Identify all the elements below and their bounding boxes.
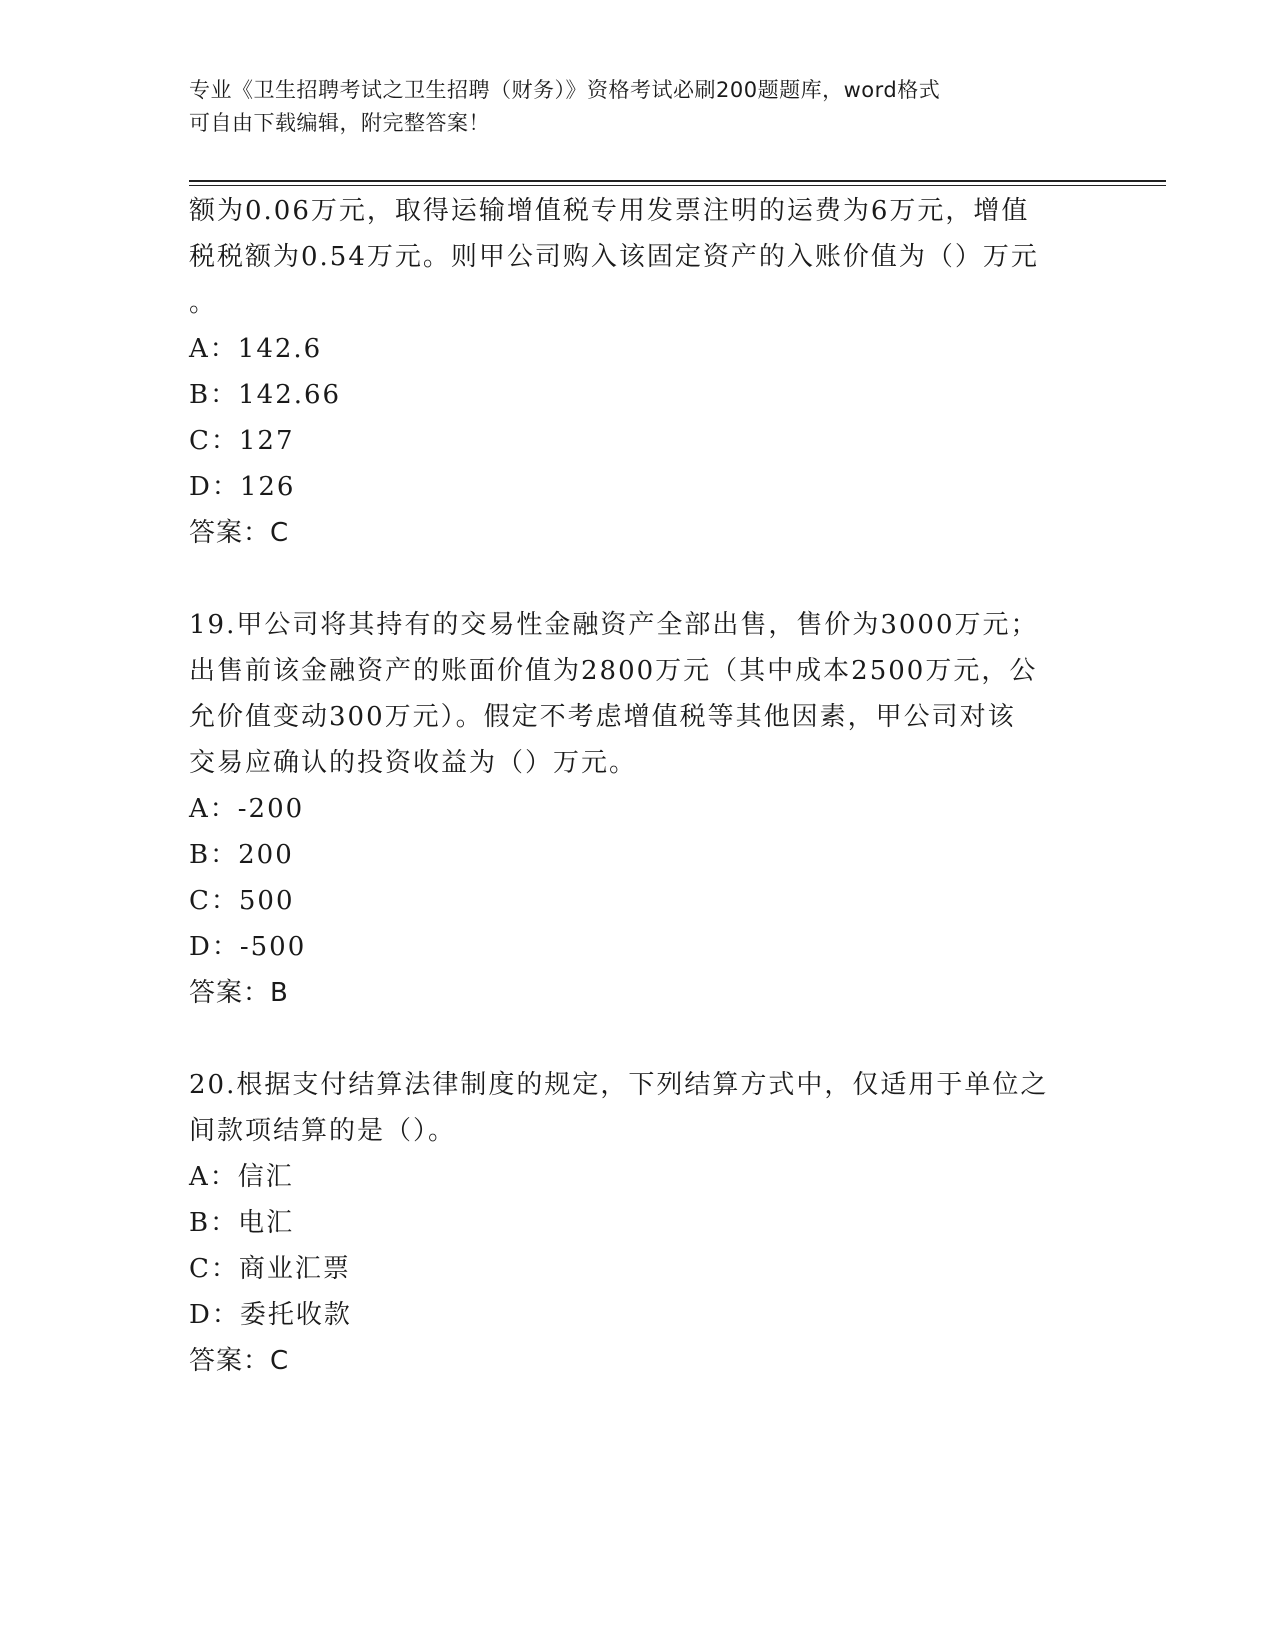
- answer-line: 答案：B: [189, 978, 289, 1008]
- question-stem-line: 税税额为0.54万元。则甲公司购入该固定资产的入账价值为（）万元: [189, 242, 1039, 272]
- option-c: C：500: [189, 886, 295, 916]
- header-title-line-2: 可自由下载编辑，附完整答案！: [189, 111, 490, 135]
- question-stem-line: 出售前该金融资产的账面价值为2800万元（其中成本2500万元，公: [189, 656, 1038, 686]
- question-stem-line: 20.根据支付结算法律制度的规定，下列结算方式中，仅适用于单位之: [189, 1070, 1049, 1100]
- question-stem-line: 允价值变动300万元）。假定不考虑增值税等其他因素，甲公司对该: [189, 702, 1016, 732]
- question-stem-line: 。: [189, 288, 218, 318]
- option-b: B：142.66: [189, 380, 342, 410]
- option-a: A：信汇: [189, 1162, 294, 1192]
- option-c: C：127: [189, 426, 295, 456]
- option-c: C：商业汇票: [189, 1254, 351, 1284]
- answer-line: 答案：C: [189, 518, 290, 548]
- option-b: B：200: [189, 840, 294, 870]
- document-header: [189, 74, 1069, 140]
- question-block: [189, 188, 1089, 556]
- question-stem-line: 额为0.06万元，取得运输增值税专用发票注明的运费为6万元，增值: [189, 196, 1030, 226]
- header-title-line-1: 专业《卫生招聘考试之卫生招聘（财务）》资格考试必刷200题题库，word格式: [189, 78, 941, 102]
- header-divider-thin: [189, 185, 1166, 186]
- question-block: [189, 602, 1089, 1016]
- option-a: A：142.6: [189, 334, 323, 364]
- question-stem-line: 间款项结算的是（）。: [189, 1116, 457, 1146]
- question-list: [189, 188, 1089, 1384]
- option-b: B：电汇: [189, 1208, 295, 1238]
- question-stem-line: 19.甲公司将其持有的交易性金融资产全部出售，售价为3000万元；: [189, 610, 1039, 640]
- option-d: D：126: [189, 472, 296, 502]
- option-d: D：-500: [189, 932, 307, 962]
- option-d: D：委托收款: [189, 1300, 352, 1330]
- question-stem-line: 交易应确认的投资收益为（）万元。: [189, 748, 638, 778]
- answer-line: 答案：C: [189, 1346, 290, 1376]
- question-block: [189, 1062, 1089, 1384]
- header-divider-thick: [189, 180, 1166, 182]
- option-a: A：-200: [189, 794, 305, 824]
